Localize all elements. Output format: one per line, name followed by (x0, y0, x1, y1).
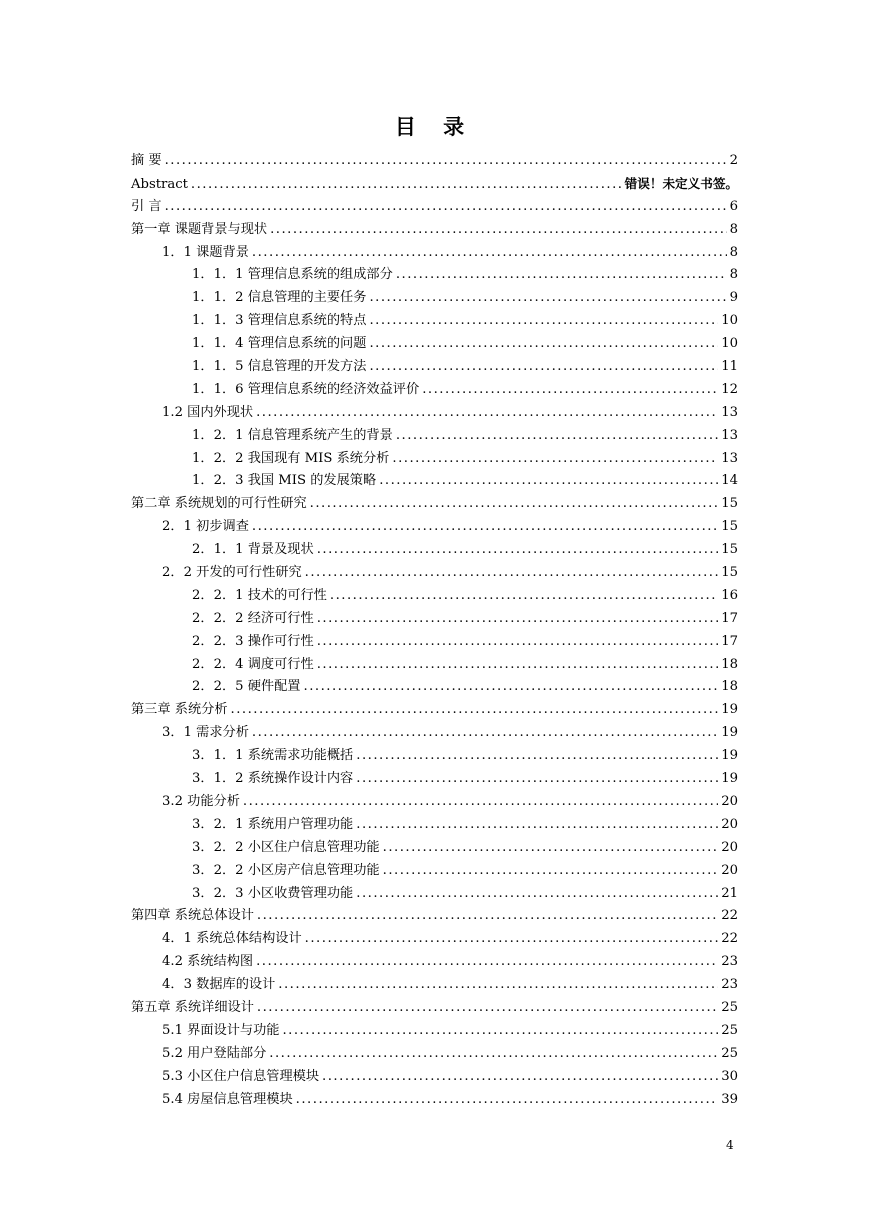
toc-entry-page: 8 (729, 221, 738, 237)
toc-entry-label: 5.3 小区住户信息管理模块 (162, 1068, 320, 1084)
toc-entry[interactable] (131, 310, 738, 333)
toc-entry-label: 1．1．5 信息管理的开发方法 (192, 359, 367, 375)
toc-entry-page: 20 (721, 862, 738, 878)
toc-entry[interactable] (131, 448, 738, 471)
toc-entry-page: 17 (721, 610, 738, 626)
toc-entry[interactable] (131, 608, 738, 631)
toc-leader-dots (270, 219, 727, 242)
toc-leader-dots (256, 951, 718, 974)
toc-entry[interactable] (131, 676, 738, 699)
toc-entry[interactable] (131, 883, 738, 906)
toc-entry[interactable] (131, 1089, 738, 1112)
toc-entry-page: 10 (721, 313, 738, 329)
toc-entry-page: 19 (721, 771, 738, 787)
toc-leader-dots (322, 1066, 718, 1089)
toc-entry[interactable] (131, 242, 738, 265)
toc-entry-label: 4.2 系统结构图 (162, 954, 254, 970)
toc-leader-dots (257, 997, 718, 1020)
toc-entry[interactable] (131, 928, 738, 951)
toc-entry[interactable] (131, 974, 738, 997)
toc-entry-page: 13 (721, 450, 738, 466)
toc-entry-page: 16 (721, 587, 738, 603)
toc-entry-page: 17 (721, 633, 738, 649)
toc-entry-label: 1.2 国内外现状 (162, 404, 254, 420)
page-title: 目 录 (394, 115, 475, 139)
toc-leader-dots (243, 791, 718, 814)
toc-entry-label: 3.2 功能分析 (162, 793, 240, 809)
toc-entry[interactable] (131, 699, 738, 722)
toc-leader-dots (330, 585, 718, 608)
toc-entry-label: 3．1．2 系统操作设计内容 (192, 771, 354, 787)
toc-entry-label: 1．2．1 信息管理系统产生的背景 (192, 427, 393, 443)
toc-entry[interactable] (131, 264, 738, 287)
toc-entry[interactable] (131, 585, 738, 608)
toc-entry[interactable] (131, 1043, 738, 1066)
toc-entry-label: 2．2．5 硬件配置 (192, 679, 301, 695)
toc-entry-label: 2．2．2 经济可行性 (192, 610, 314, 626)
toc-leader-dots (305, 928, 719, 951)
toc-entry[interactable] (131, 379, 738, 402)
toc-leader-dots (356, 768, 718, 791)
toc-entry-page: 14 (721, 473, 738, 489)
toc-entry[interactable] (131, 631, 738, 654)
toc-entry-page: 8 (729, 244, 738, 260)
toc-leader-dots (231, 699, 719, 722)
toc-entry-page: 13 (721, 404, 738, 420)
toc-entry[interactable] (131, 951, 738, 974)
toc-entry-label: 1．1．1 管理信息系统的组成部分 (192, 267, 393, 283)
toc-entry-page: 25 (721, 1045, 738, 1061)
toc-entry-page: 19 (721, 748, 738, 764)
toc-entry-label: 2．2．1 技术的可行性 (192, 587, 327, 603)
toc-entry-label: 1．1．6 管理信息系统的经济效益评价 (192, 381, 420, 397)
toc-entry-label: Abstract (131, 176, 188, 192)
toc-entry-page: 15 (721, 496, 738, 512)
toc-entry-page: 2 (729, 153, 738, 168)
toc-entry[interactable] (131, 470, 738, 493)
toc-entry-label: 3．1．1 系统需求功能概括 (192, 748, 354, 764)
toc-entry-label: 3．2．1 系统用户管理功能 (192, 816, 354, 832)
toc-leader-dots (282, 1020, 718, 1043)
toc-entry[interactable] (131, 997, 738, 1020)
toc-entry-page: 20 (721, 839, 738, 855)
toc-entry-page: 30 (721, 1068, 738, 1084)
toc-leader-dots (304, 676, 719, 699)
toc-entry-label: 2．1．1 背景及现状 (192, 542, 314, 558)
toc-entry-label: 3．2．3 小区收费管理功能 (192, 885, 354, 901)
toc-entry[interactable] (131, 768, 738, 791)
toc-entry-label: 第一章 课题背景与现状 (131, 221, 268, 237)
toc-leader-dots (422, 379, 718, 402)
toc-entry-label: 引 言 (131, 198, 162, 214)
toc-leader-dots (392, 448, 718, 471)
toc-entry[interactable] (131, 654, 738, 677)
toc-entry[interactable] (131, 516, 738, 539)
toc-entry[interactable] (131, 1066, 738, 1089)
toc-entry[interactable] (131, 150, 738, 173)
toc-entry-label: 2．2．4 调度可行性 (192, 656, 314, 672)
toc-entry-label: 5.1 界面设计与功能 (162, 1022, 280, 1038)
toc-entry-page: 39 (721, 1091, 738, 1107)
toc-entry-page: 18 (721, 679, 738, 695)
toc-entry-page: 10 (721, 336, 738, 352)
toc-entry-page: 12 (721, 381, 738, 397)
toc-leader-dots (356, 883, 718, 906)
toc-entry[interactable] (131, 722, 738, 745)
toc-leader-dots (256, 402, 718, 425)
toc-entry[interactable] (131, 333, 738, 356)
toc-entry-page: 19 (721, 725, 738, 741)
toc-leader-dots (278, 974, 718, 997)
toc-leader-dots (317, 608, 719, 631)
toc-entry-label: 第二章 系统规划的可行性研究 (131, 496, 307, 512)
toc-entry-error: 错误！未定义书签。 (624, 175, 738, 191)
toc-entry[interactable] (131, 837, 738, 860)
toc-entry[interactable] (131, 493, 738, 516)
toc-entry[interactable] (131, 356, 738, 379)
toc-entry-label: 第三章 系统分析 (131, 702, 228, 718)
toc-entry[interactable] (131, 562, 738, 585)
toc-entry-page: 20 (721, 816, 738, 832)
toc-entry-label: 5.2 用户登陆部分 (162, 1045, 267, 1061)
toc-entry-page: 21 (721, 885, 738, 901)
toc-entry-label: 摘 要 (131, 153, 162, 168)
toc-entry[interactable] (131, 1020, 738, 1043)
toc-leader-dots (296, 1089, 719, 1112)
toc-entry-page: 25 (721, 1022, 738, 1038)
toc-entry[interactable] (131, 287, 738, 310)
toc-entry[interactable] (131, 173, 738, 196)
toc-entry[interactable] (131, 745, 738, 768)
toc-leader-dots (369, 310, 718, 333)
toc-leader-dots (165, 150, 727, 173)
toc-entry[interactable] (131, 196, 738, 219)
toc-entry[interactable] (131, 814, 738, 837)
toc-leader-dots (396, 425, 718, 448)
toc-entry-page: 23 (721, 954, 738, 970)
toc-entry-page: 18 (721, 656, 738, 672)
toc-entry[interactable] (131, 539, 738, 562)
toc-leader-dots (305, 562, 719, 585)
toc-leader-dots (252, 722, 718, 745)
toc-entry-label: 第四章 系统总体设计 (131, 908, 254, 924)
toc-entry-page: 15 (721, 542, 738, 558)
toc-entry-label: 2．2 开发的可行性研究 (162, 565, 302, 581)
toc-entry-page: 23 (721, 977, 738, 993)
toc-entry-label: 3．1 需求分析 (162, 725, 249, 741)
toc-leader-dots (383, 837, 719, 860)
toc-entry[interactable] (131, 402, 738, 425)
toc-entry-page: 8 (729, 267, 738, 283)
toc-leader-dots (356, 745, 718, 768)
toc-entry-page: 6 (729, 198, 738, 214)
toc-leader-dots (252, 516, 718, 539)
toc-leader-dots (317, 654, 719, 677)
toc-entry-page: 13 (721, 427, 738, 443)
toc-leader-dots (252, 242, 727, 265)
toc-entry-label: 2．2．3 操作可行性 (192, 633, 314, 649)
toc-leader-dots (317, 539, 719, 562)
toc-entry-label: 5.4 房屋信息管理模块 (162, 1091, 293, 1107)
toc-leader-dots (383, 860, 719, 883)
toc-leader-dots (356, 814, 718, 837)
toc-entry-page: 22 (721, 908, 738, 924)
toc-entry-page: 15 (721, 519, 738, 535)
toc-entry-page: 22 (721, 931, 738, 947)
toc-entry-label: 2．1 初步调查 (162, 519, 249, 535)
toc-entry-page: 9 (729, 290, 738, 306)
toc-entry[interactable] (131, 860, 738, 883)
toc-entry-label: 4．1 系统总体结构设计 (162, 931, 302, 947)
toc-entry[interactable] (131, 905, 738, 928)
toc-entry[interactable] (131, 219, 738, 242)
toc-entry-label: 3．2．2 小区住户信息管理功能 (192, 839, 380, 855)
toc-leader-dots (317, 631, 719, 654)
toc-entry-label: 1．1．3 管理信息系统的特点 (192, 313, 367, 329)
toc-entry-label: 1．1．4 管理信息系统的问题 (192, 336, 367, 352)
toc-entry-page: 25 (721, 999, 738, 1015)
toc-entry[interactable] (131, 425, 738, 448)
toc-entry-page: 15 (721, 565, 738, 581)
toc-leader-dots (165, 196, 727, 219)
toc-entry-page: 11 (721, 359, 738, 375)
toc-leader-dots (369, 356, 718, 379)
toc-entry[interactable] (131, 791, 738, 814)
toc-leader-dots (310, 493, 719, 516)
toc-entry-label: 1．2．3 我国 MIS 的发展策略 (192, 473, 377, 489)
toc-entry-label: 1．1 课题背景 (162, 244, 249, 260)
toc-leader-dots (369, 287, 726, 310)
toc-entry-label: 第五章 系统详细设计 (131, 999, 254, 1015)
toc-leader-dots (379, 470, 718, 493)
table-of-contents (131, 150, 738, 1111)
page-number: 4 (726, 1138, 734, 1152)
toc-entry-label: 3．2．2 小区房产信息管理功能 (192, 862, 380, 878)
toc-entry-label: 4．3 数据库的设计 (162, 977, 276, 993)
toc-entry-label: 1．1．2 信息管理的主要任务 (192, 290, 367, 306)
toc-leader-dots (369, 333, 718, 356)
toc-entry-label: 1．2．2 我国现有 MIS 系统分析 (192, 450, 390, 466)
toc-entry-page: 20 (721, 793, 738, 809)
toc-leader-dots (396, 264, 727, 287)
toc-entry-page: 19 (721, 702, 738, 718)
toc-leader-dots (269, 1043, 718, 1066)
toc-leader-dots (257, 905, 718, 928)
toc-leader-dots (191, 174, 622, 197)
